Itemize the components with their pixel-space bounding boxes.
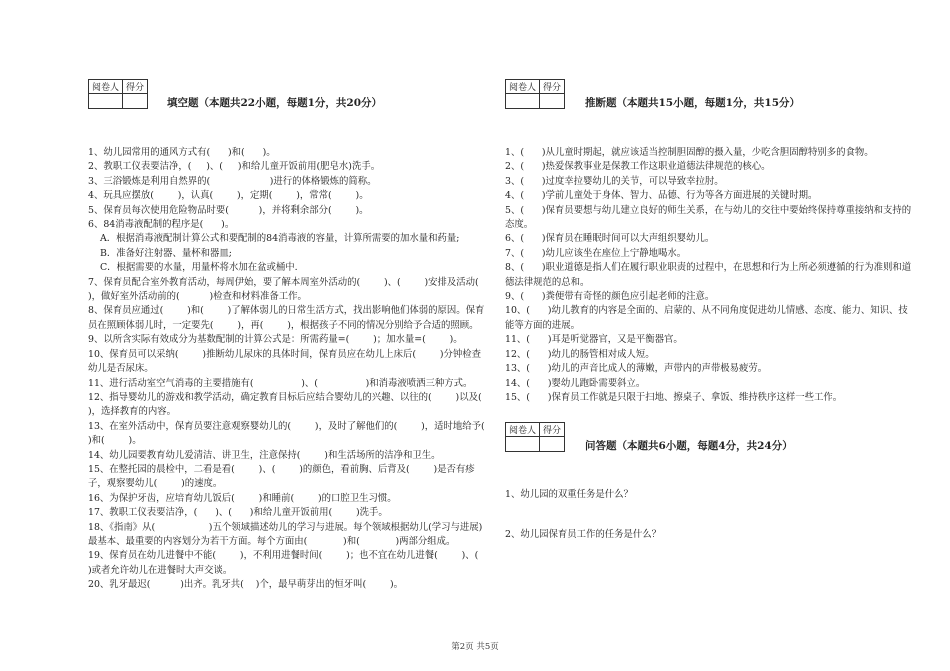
question-item: 14、( )婴幼儿跑卧需要斜立。 [505, 377, 646, 389]
grader-reviewer-label: 阅卷人 [89, 80, 123, 94]
question-item: 11、进行活动室空气消毒的主要措施有( )、( )和消毒液喷洒三种方式。 [88, 377, 473, 389]
question-item: 20、乳牙最迟( )出齐。乳牙共( )个，最早萌芽出的恒牙叫( )。 [88, 579, 404, 591]
question-item: 15、( )保育员工作就是只限于扫地、擦桌子、拿饭、维持秩序这样一些工作。 [505, 391, 843, 403]
question-item: 13、在室外活动中，保育员要注意观察婴幼儿的( )，及时了解他们的( )，适时地给予( )和( )。 [88, 420, 509, 447]
question-item: 1、( )从儿童时期起，就应该适当控制胆固醇的摄入量，少吃含胆固醇特别多的食物。 [505, 147, 874, 158]
question-item: 1、幼儿园常用的通风方式有( )和( )。 [88, 147, 276, 158]
qa-question-1: 1、幼儿园的双重任务是什么？ [505, 489, 633, 500]
question-item: 13、( )幼儿的声音比成人的薄嫩，声带内的声带极易疲劳。 [505, 363, 768, 375]
question-item: 18、《指南》从( )五个领域描述幼儿的学习与进展。每个领域根据幼儿(学习与进展)最基本、最重要的内容划分为若干方面。每个方面由( )和( )两部分组成。 [88, 521, 483, 547]
question-item: 4、( )学前儿童处于身体、智力、品德、行为等各方面进展的关键时期。 [505, 190, 818, 202]
question-item: 3、( )过度幸拉婴幼儿的关节，可以导致幸拉肘。 [505, 175, 724, 187]
question-item: 14、幼儿园要教育幼儿爱清洁、讲卫生，注意保持( )和生活场所的洁净和卫生。 [88, 449, 441, 461]
qa-question-2: 2、幼儿园保育员工作的任务是什么？ [505, 529, 661, 541]
question-item: 8、保育员应通过( )和( )了解体弱儿的日常生活方式，找出影响他们体弱的原因。保育员在照顾体弱儿时，一定要先( )，再( )，根据孩子不同的情况分别给予合适的照顾。 [88, 305, 485, 331]
question-item: 3、三浴锻炼是利用自然界的( )进行的体格锻炼的简称。 [88, 175, 377, 187]
question-item: C．根据需要的水量，用量杯将水加在盆或桶中. [100, 262, 298, 274]
question-item: 8、( )职业道德是指人们在履行职业职责的过程中，在思想和行为上所必须遵循的行为准则和道德法律规范的总和。 [505, 262, 912, 288]
question-item: 10、( )幼儿教育的内容是全面的、启蒙的、从不同角度促进幼儿情感、态度、能力、知识、技能等方面的进展。 [505, 305, 908, 331]
page-footer: 第2页 共5页 [451, 642, 499, 652]
grader-score-label: 得分 [540, 80, 565, 94]
question-item: 9、( )粪便带有奇怪的颜色应引起老师的注意。 [505, 291, 715, 303]
grader-reviewer-label: 阅卷人 [506, 423, 540, 437]
question-item: B．准备好注射器、量杯和器皿; [100, 247, 232, 259]
grader-score-label: 得分 [123, 80, 148, 94]
judge-question-list [505, 146, 915, 405]
question-item: 19、保育员在幼儿进餐中不能( )，不利用进餐时间( )；也不宜在幼儿进餐( )、( )或者允许幼儿在进餐时大声交谈。 [88, 550, 503, 576]
grader-box-fill-in [88, 79, 148, 109]
question-item: 12、( )幼儿的肠管相对成人短。 [505, 348, 655, 360]
question-item: 17、教职工仪表要洁净，( )、( )和给儿童开饭前用( )洗手。 [88, 507, 388, 519]
question-item: 2、( )热爱保教事业是保教工作这职业道德法律规范的核心。 [505, 161, 771, 173]
question-item: 10、保育员可以采纳( )推断幼儿尿床的具体时间，保育员应在幼儿上床后( )分钟检查幼儿是否尿床。 [88, 348, 481, 375]
section-title-fill-in: 填空题（本题共22小题，每题1分，共20分） [167, 97, 383, 109]
question-item: 4、玩具应摆放( )，认真( )，定期( )，常常( )。 [88, 190, 369, 202]
question-item: 11、( )耳是听觉器官，又是平衡器官。 [505, 334, 683, 346]
question-item: A．根据消毒液配制计算公式和要配制的84消毒液的容量，计算所需要的加水量和药量; [100, 233, 460, 245]
grader-reviewer-label: 阅卷人 [506, 80, 540, 94]
question-item: 7、( )幼儿应该坐在座位上宁静地喝水。 [505, 247, 687, 259]
section-title-qa: 问答题（本题共6小题，每题4分，共24分） [585, 440, 793, 452]
grader-box-judge [505, 79, 565, 109]
question-item: 6、84消毒液配制的程序是( )。 [88, 219, 235, 231]
question-item: 9、以所含实际有效成分为基数配制的计算公式是：所需药量=( )；加水量=( )。 [88, 334, 463, 346]
qa-question-list [505, 488, 915, 543]
question-item: 5、保育员每次使用危险物品时要( )，并将剩余部分( )。 [88, 204, 369, 216]
question-item: 6、( )保育员在睡眠时间可以大声组织婴幼儿。 [505, 233, 715, 245]
fill-in-question-list [88, 146, 509, 593]
question-item: 15、在整托园的晨检中，二看是看( )、( )的颜色，看前胸、后背及( )是否有疹子，观察婴幼儿( )的速度。 [88, 463, 475, 490]
question-item: 16、为保护牙齿，应培育幼儿饭后( )和睡前( )的口腔卫生习惯。 [88, 492, 397, 504]
question-item: 7、保育员配合室外教育活动，每周伊始，要了解本周室外活动的( )、( )安排及活动( )，做好室外活动前的( )检查和材料准备工作。 [88, 276, 503, 303]
grader-score-label: 得分 [540, 423, 565, 437]
section-title-judge: 推断题（本题共15小题，每题1分，共15分） [585, 97, 801, 109]
question-item: 5、( )保育员要想与幼儿建立良好的师生关系，在与幼儿的交往中要始终保持尊重接纳和支持的态度。 [505, 204, 912, 231]
question-item: 2、教职工仪表要洁净，( )、( )和给儿童开饭前用(肥皂水)洗手。 [88, 161, 381, 173]
question-item: 12、指导婴幼儿的游戏和教学活动，确定教育目标后应结合婴幼儿的兴趣、以往的( )以及( )，选择教育的内容。 [88, 391, 506, 418]
grader-box-qa [505, 422, 565, 452]
